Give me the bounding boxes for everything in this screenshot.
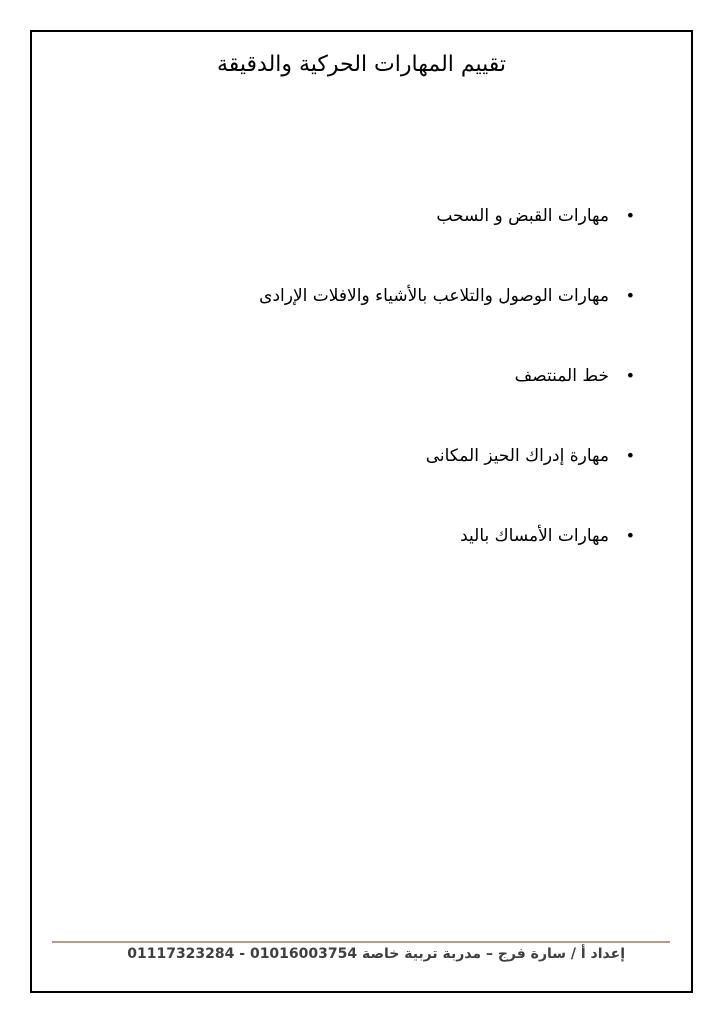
list-item-label: خط المنتصف: [514, 366, 609, 386]
bullet-icon: •: [625, 446, 635, 465]
bullet-icon: •: [625, 206, 635, 225]
skills-list: [115, 196, 635, 596]
list-item: [115, 436, 635, 516]
footer-divider: [52, 941, 670, 943]
list-item-label: مهارات الوصول والتلاعب بالأشياء والافلات الإرادى: [259, 286, 609, 306]
bullet-icon: •: [625, 366, 635, 385]
list-item: [115, 516, 635, 596]
list-item-label: مهارات الأمساك باليد: [460, 526, 609, 546]
bullet-icon: •: [625, 526, 635, 545]
list-item-label: مهارة إدراك الحيز المكانى: [425, 446, 609, 466]
page-title: تقييم المهارات الحركية والدقيقة: [216, 52, 507, 77]
list-item: [115, 356, 635, 436]
list-item: [115, 196, 635, 276]
footer-credit: إعداد أ / سارة فرج – مدربة تربية خاصة 01016003754 - 01117323284: [127, 946, 625, 962]
list-item: [115, 276, 635, 356]
list-item-label: مهارات القبض و السحب: [436, 206, 609, 226]
bullet-icon: •: [625, 286, 635, 305]
